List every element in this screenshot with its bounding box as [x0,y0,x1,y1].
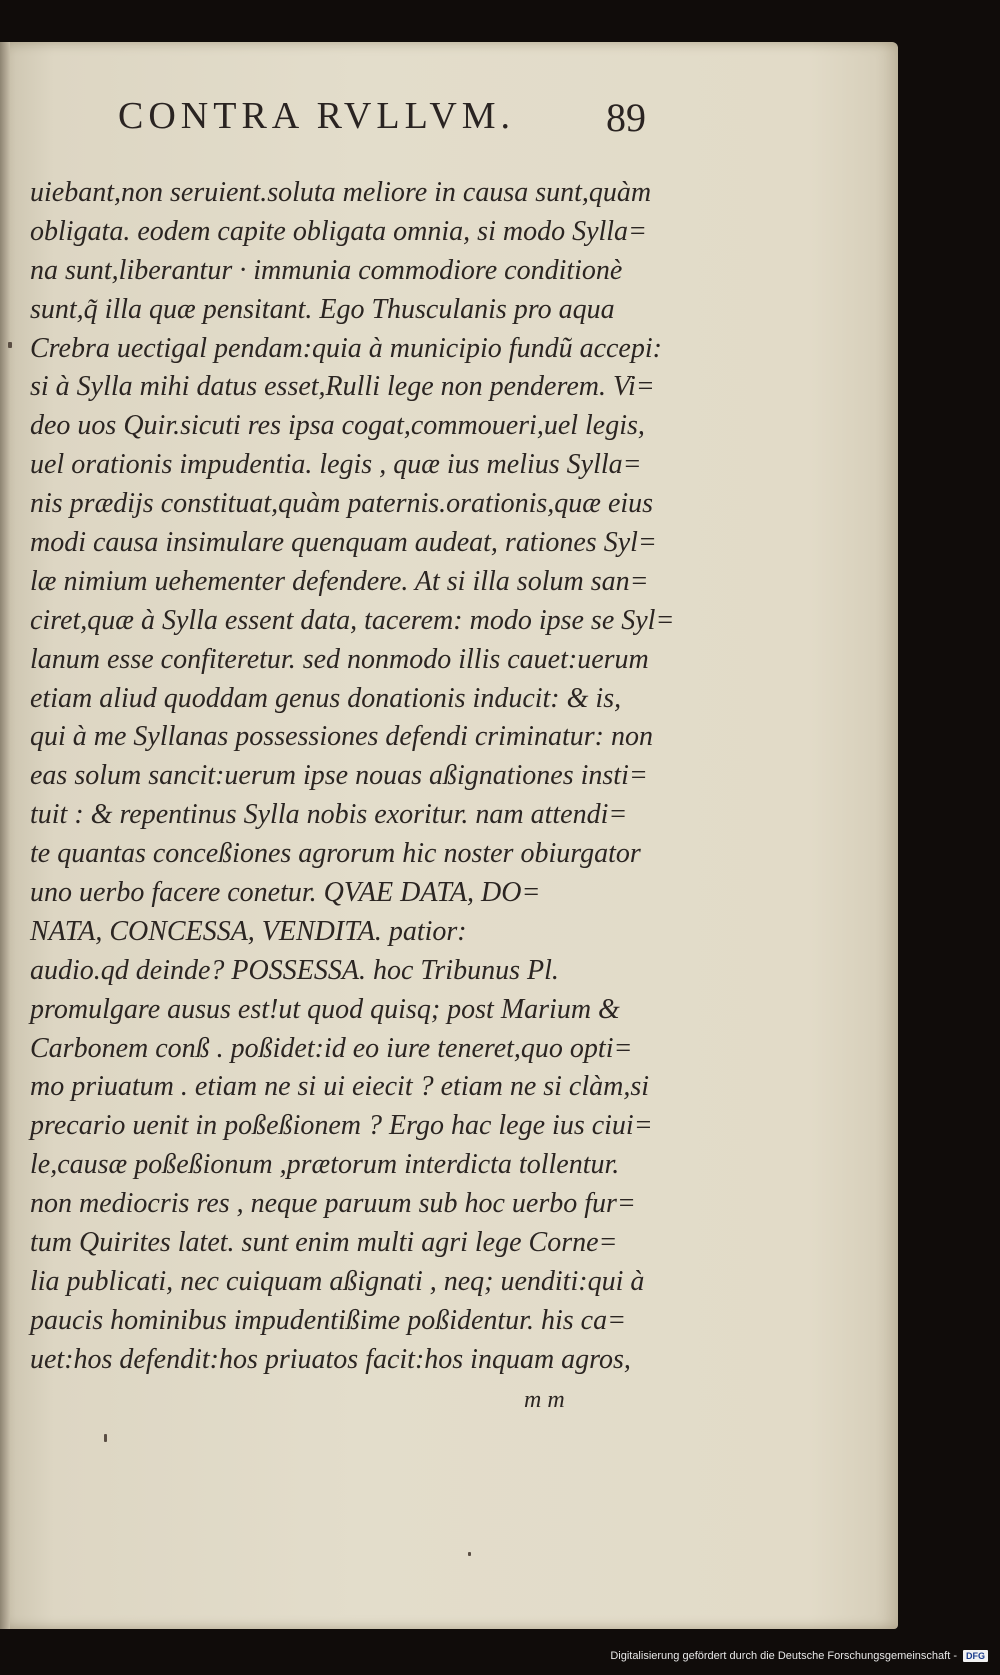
footer-credit: Digitalisierung gefördert durch die Deutsche Forschungsgemeinschaft - [610,1650,957,1662]
text-line: lanum esse confiteretur. sed nonmodo illis cauet:uerum [30,643,649,675]
text-line: uet:hos defendit:hos priuatos facit:hos inquam agros, [30,1343,631,1375]
text-line: læ nimium uehementer defendere. At si illa solum san= [30,565,649,597]
text-line: etiam aliud quoddam genus donationis inducit: & is, [30,682,622,714]
running-head: CONTRA RVLLVM. [118,95,516,137]
text-line: qui à me Syllanas possessiones defendi criminatur: non [30,721,653,753]
text-line: modi causa insimulare quenquam audeat, rationes Syl= [30,527,657,559]
ink-speck [8,342,12,348]
text-line: nis prædijs constituat,quàm paternis.orationis,quæ eius [30,488,654,520]
dfg-logo: DFG [963,1650,988,1662]
text-line: uiebant,non seruient.soluta meliore in causa sunt,quàm [30,177,652,208]
page-edge [0,42,10,1629]
digitization-footer [610,1645,988,1667]
text-line: Crebra uectigal pendam:quia à municipio fundũ accepi: [30,332,662,364]
text-line: tuit : & repentinus Sylla nobis exoritur. nam attendi= [30,799,628,831]
text-line: promulgare ausus est!ut quod quisq; post Marium & [30,993,620,1025]
text-line: audio.qd deinde? POSSESSA. hoc Tribunus Pl. [30,954,559,986]
text-line: paucis hominibus impudentißime poßidentur. his ca= [30,1304,626,1336]
catchword: m m [524,1387,565,1413]
text-line: sunt,q̃ illa quæ pensitant. Ego Thusculanis pro aqua [30,293,615,325]
text-line: na sunt,liberantur · immunia commodiore conditionè [30,254,623,286]
text-line: deo uos Quir.sicuti res ipsa cogat,commoueri,uel legis, [30,410,645,442]
text-line: lia publicati, nec cuiquam aßignati , neq; uenditi:qui à [30,1265,645,1297]
text-line: NATA, CONCESSA, VENDITA. patior: [30,915,467,947]
page-header [118,94,678,144]
text-line: te quantas conceßiones agrorum hic noster obiurgator [30,838,641,870]
text-line: Carbonem conß . poßidet:id eo iure teneret,quo opti= [30,1032,633,1064]
text-line: uel orationis impudentia. legis , quæ ius melius Sylla= [30,449,642,481]
text-line: ciret,quæ à Sylla essent data, tacerem: modo ipse se Syl= [30,604,675,636]
text-line: non mediocris res , neque paruum sub hoc uerbo fur= [30,1188,636,1220]
text-line: eas solum sancit:uerum ipse nouas aßignationes insti= [30,760,648,792]
text-line: obligata. eodem capite obligata omnia, si modo Sylla= [30,215,647,247]
ink-speck [104,1434,107,1442]
text-line: precario uenit in poßeßionem ? Ergo hac lege ius ciui= [30,1110,653,1142]
page-number: 89 [606,95,646,140]
text-line: tum Quirites latet. sunt enim multi agri lege Corne= [30,1227,618,1259]
ink-speck [468,1552,471,1556]
body-text [30,174,690,1380]
text-line: uno uerbo facere conetur. QVAE DATA, DO= [30,877,541,909]
text-line: mo priuatum . etiam ne si ui eiecit ? etiam ne si clàm,si [30,1071,650,1103]
book-page [0,42,898,1629]
text-line: si à Sylla mihi datus esset,Rulli lege non penderem. Vi= [30,371,655,403]
text-line: le,causæ poßeßionum ,prætorum interdicta tollentur. [30,1149,620,1181]
